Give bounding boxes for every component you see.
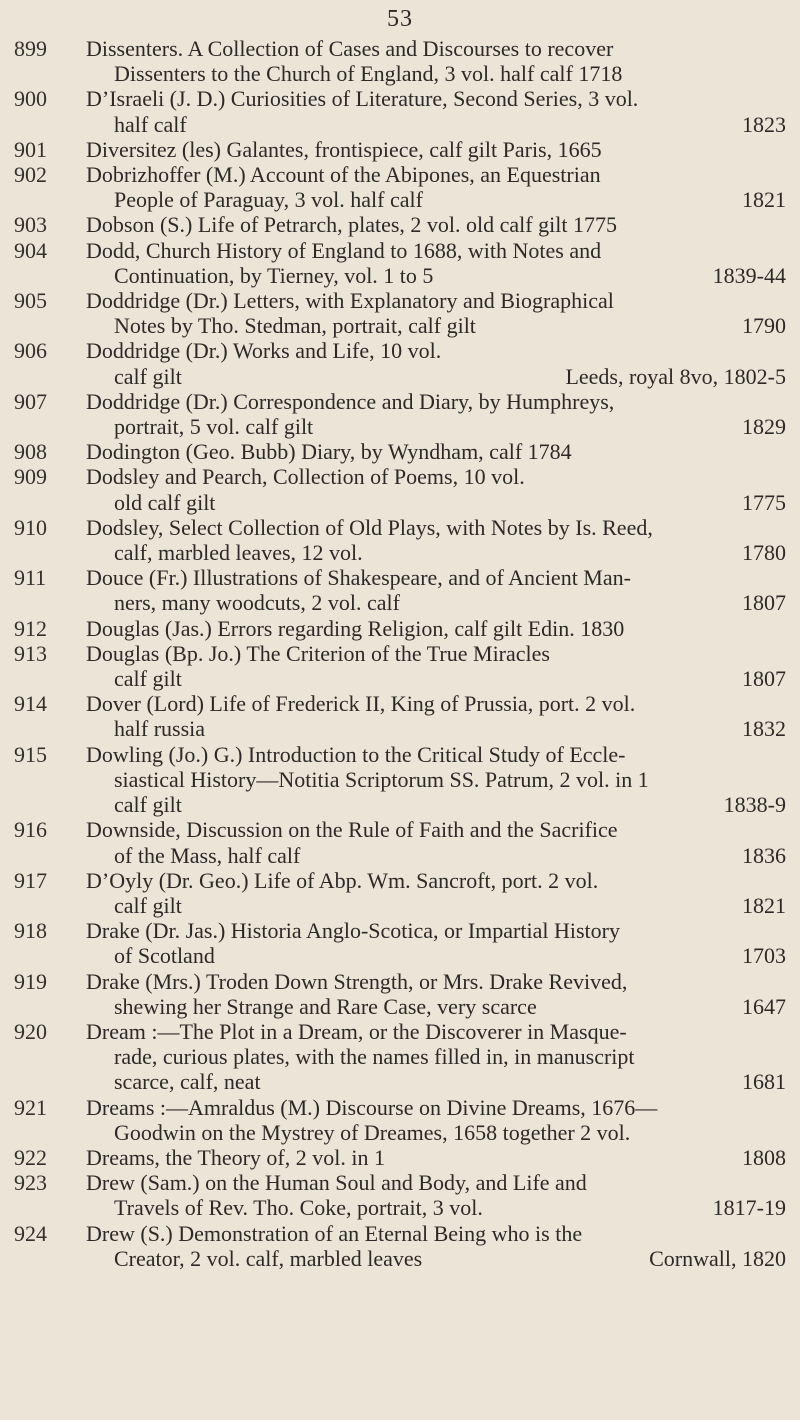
entry-line <box>86 414 786 439</box>
entry-line <box>86 843 786 868</box>
binding-text: calf gilt <box>114 792 182 818</box>
publication-date: 1780 <box>742 540 786 566</box>
entry-line: Doddridge (Dr.) Correspondence and Diary, by Humphreys, <box>86 388 615 414</box>
entry-line <box>86 1195 786 1220</box>
publication-date: Leeds, royal 8vo, 1802-5 <box>565 363 786 389</box>
entry-text <box>86 515 786 565</box>
lot-number: 924 <box>14 1220 47 1246</box>
entry-text <box>86 918 786 968</box>
catalogue-entry <box>0 137 800 162</box>
lot-number: 920 <box>14 1018 47 1044</box>
catalogue-entry <box>0 36 800 86</box>
publication-date: 1821 <box>742 187 786 213</box>
entry-line <box>86 893 786 918</box>
entry-line: Dobson (S.) Life of Petrarch, plates, 2 vol. old calf gilt 1775 <box>86 212 617 238</box>
entry-line: Drake (Mrs.) Troden Down Strength, or Mrs. Drake Revived, <box>86 968 628 994</box>
entry-line <box>86 1246 786 1271</box>
lot-number: 921 <box>14 1094 47 1120</box>
binding-text: calf gilt <box>114 892 182 918</box>
entry-line: Dissenters to the Church of England, 3 vol. half calf 1718 <box>114 61 623 87</box>
entry-line <box>86 666 786 691</box>
lot-number: 916 <box>14 817 47 843</box>
entry-text <box>86 464 786 514</box>
lot-number: 910 <box>14 514 47 540</box>
entry-line <box>86 263 786 288</box>
binding-text: calf gilt <box>114 363 182 389</box>
binding-text: Travels of Rev. Tho. Coke, portrait, 3 vol. <box>114 1195 483 1221</box>
entry-line: Dreams :—Amraldus (M.) Discourse on Divine Dreams, 1676— <box>86 1094 658 1120</box>
title-text: Dreams, the Theory of, 2 vol. in 1 <box>86 1144 385 1170</box>
entry-text <box>86 742 786 818</box>
entry-text <box>86 969 786 1019</box>
publication-date: 1775 <box>742 489 786 515</box>
entry-line: Doddridge (Dr.) Works and Life, 10 vol. <box>86 338 442 364</box>
entry-line <box>86 943 786 968</box>
entry-text <box>86 238 786 288</box>
entry-line: Dobrizhoffer (M.) Account of the Abipones, an Equestrian <box>86 162 601 188</box>
binding-text: ners, many woodcuts, 2 vol. calf <box>114 590 400 616</box>
catalogue-entry <box>0 868 800 918</box>
publication-date: 1703 <box>742 943 786 969</box>
entry-text <box>86 691 786 741</box>
entry-text <box>86 212 786 237</box>
lot-number: 907 <box>14 388 47 414</box>
binding-text: half calf <box>114 111 187 137</box>
entry-line: Dover (Lord) Life of Frederick II, King of Prussia, port. 2 vol. <box>86 691 636 717</box>
entry-line <box>86 112 786 137</box>
lot-number: 900 <box>14 86 47 112</box>
lot-number: 904 <box>14 237 47 263</box>
binding-text: Creator, 2 vol. calf, marbled leaves <box>114 1245 423 1271</box>
entry-line: Douce (Fr.) Illustrations of Shakespeare, and of Ancient Man- <box>86 565 631 591</box>
entry-line <box>86 364 786 389</box>
lot-number: 902 <box>14 162 47 188</box>
catalogue-entry <box>0 212 800 237</box>
entry-text <box>86 1221 786 1271</box>
lot-number: 908 <box>14 439 47 465</box>
binding-text: calf, marbled leaves, 12 vol. <box>114 540 363 566</box>
lot-number: 899 <box>14 36 47 61</box>
binding-text: of the Mass, half calf <box>114 842 301 868</box>
entry-text <box>86 389 786 439</box>
lot-number: 915 <box>14 741 47 767</box>
catalogue-entry <box>0 389 800 439</box>
catalogue-entry <box>0 1095 800 1145</box>
publication-date: 1838-9 <box>723 792 786 818</box>
publication-date: 1821 <box>742 892 786 918</box>
entry-line: Doddridge (Dr.) Letters, with Explanatory and Biographical <box>86 288 614 314</box>
lot-number: 918 <box>14 918 47 944</box>
entry-line: Douglas (Jas.) Errors regarding Religion, calf gilt Edin. 1830 <box>86 615 625 641</box>
catalogue-entry <box>0 1145 800 1170</box>
lot-number: 914 <box>14 691 47 717</box>
entry-line: siastical History—Notitia Scriptorum SS. Patrum, 2 vol. in 1 <box>114 766 649 792</box>
binding-text: Continuation, by Tierney, vol. 1 to 5 <box>114 262 434 288</box>
entry-text <box>86 616 786 641</box>
lot-number: 913 <box>14 640 47 666</box>
lot-number: 901 <box>14 136 47 162</box>
entry-line: Dodington (Geo. Bubb) Diary, by Wyndham, calf 1784 <box>86 439 572 465</box>
entry-text <box>86 565 786 615</box>
entry-line: Goodwin on the Mystrey of Dreames, 1658 together 2 vol. <box>114 1119 631 1145</box>
publication-date: 1681 <box>742 1069 786 1095</box>
publication-date: 1647 <box>742 993 786 1019</box>
entry-line <box>86 792 786 817</box>
entry-line: Drake (Dr. Jas.) Historia Anglo-Scotica, or Impartial History <box>86 918 620 944</box>
entry-line: Dream :—The Plot in a Dream, or the Discoverer in Masque- <box>86 1018 627 1044</box>
entry-text <box>86 338 786 388</box>
catalogue-entry <box>0 918 800 968</box>
entry-text <box>86 162 786 212</box>
catalogue-entry <box>0 817 800 867</box>
entry-text <box>86 1145 786 1170</box>
entry-line: Drew (Sam.) on the Human Soul and Body, and Life and <box>86 1170 587 1196</box>
catalogue-entry <box>0 515 800 565</box>
lot-number: 906 <box>14 338 47 364</box>
entry-line: Drew (S.) Demonstration of an Eternal Being who is the <box>86 1220 583 1246</box>
entry-text <box>86 36 786 86</box>
catalogue-entry <box>0 969 800 1019</box>
catalogue-entry <box>0 1221 800 1271</box>
entry-text <box>86 288 786 338</box>
publication-date: 1807 <box>742 590 786 616</box>
entry-text <box>86 86 786 136</box>
lot-number: 911 <box>14 565 47 591</box>
publication-date: 1829 <box>742 414 786 440</box>
entry-line <box>86 590 786 615</box>
catalogue-entry <box>0 1019 800 1095</box>
catalogue-entry <box>0 691 800 741</box>
catalogue-list <box>0 36 800 1271</box>
binding-text: calf gilt <box>114 666 182 692</box>
entry-line: Diversitez (les) Galantes, frontispiece, calf gilt Paris, 1665 <box>86 136 602 162</box>
catalogue-entry <box>0 742 800 818</box>
lot-number: 922 <box>14 1144 47 1170</box>
entry-line: Dodsley, Select Collection of Old Plays, with Notes by Is. Reed, <box>86 514 653 540</box>
entry-text <box>86 1019 786 1095</box>
catalogue-entry <box>0 1170 800 1220</box>
lot-number: 917 <box>14 867 47 893</box>
catalogue-entry <box>0 641 800 691</box>
entry-line <box>86 187 786 212</box>
lot-number: 923 <box>14 1170 47 1196</box>
publication-date: 1839-44 <box>712 262 786 288</box>
binding-text: Notes by Tho. Stedman, portrait, calf gilt <box>114 313 476 339</box>
entry-line <box>86 1145 786 1170</box>
entry-line: D’Oyly (Dr. Geo.) Life of Abp. Wm. Sancroft, port. 2 vol. <box>86 867 599 893</box>
publication-date: Cornwall, 1820 <box>649 1245 786 1271</box>
catalogue-entry <box>0 162 800 212</box>
entry-line <box>86 994 786 1019</box>
catalogue-entry <box>0 238 800 288</box>
entry-line: Douglas (Bp. Jo.) The Criterion of the True Miracles <box>86 640 550 666</box>
lot-number: 903 <box>14 212 47 238</box>
entry-line <box>86 1069 786 1094</box>
publication-date: 1832 <box>742 716 786 742</box>
entry-line: Dodsley and Pearch, Collection of Poems, 10 vol. <box>86 464 525 490</box>
entry-line <box>86 540 786 565</box>
entry-line <box>86 490 786 515</box>
binding-text: old calf gilt <box>114 489 216 515</box>
entry-text <box>86 1095 786 1145</box>
publication-date: 1808 <box>742 1144 786 1170</box>
catalogue-entry <box>0 439 800 464</box>
entry-line: Downside, Discussion on the Rule of Faith and the Sacrifice <box>86 817 618 843</box>
publication-date: 1817-19 <box>712 1195 786 1221</box>
publication-date: 1823 <box>742 111 786 137</box>
entry-text <box>86 868 786 918</box>
publication-date: 1836 <box>742 842 786 868</box>
entry-text <box>86 137 786 162</box>
publication-date: 1790 <box>742 313 786 339</box>
entry-text <box>86 1170 786 1220</box>
binding-text: scarce, calf, neat <box>114 1069 261 1095</box>
binding-text: People of Paraguay, 3 vol. half calf <box>114 187 423 213</box>
catalogue-entry <box>0 464 800 514</box>
entry-line <box>86 313 786 338</box>
publication-date: 1807 <box>742 666 786 692</box>
entry-text <box>86 439 786 464</box>
binding-text: half russia <box>114 716 206 742</box>
entry-line: Dissenters. A Collection of Cases and Discourses to recover <box>86 36 614 61</box>
catalogue-entry <box>0 86 800 136</box>
entry-line <box>86 716 786 741</box>
lot-number: 912 <box>14 615 47 641</box>
entry-line: D’Israeli (J. D.) Curiosities of Literature, Second Series, 3 vol. <box>86 86 639 112</box>
entry-line: Dowling (Jo.) G.) Introduction to the Critical Study of Eccle- <box>86 741 626 767</box>
entry-line: Dodd, Church History of England to 1688, with Notes and <box>86 237 602 263</box>
lot-number: 909 <box>14 464 47 490</box>
binding-text: portrait, 5 vol. calf gilt <box>114 414 314 440</box>
entry-line: rade, curious plates, with the names filled in, in manuscript <box>114 1044 635 1070</box>
page-number: 53 <box>387 6 413 32</box>
binding-text: of Scotland <box>114 943 215 969</box>
entry-text <box>86 817 786 867</box>
catalogue-entry <box>0 616 800 641</box>
catalogue-entry <box>0 288 800 338</box>
entry-text <box>86 641 786 691</box>
catalogue-entry <box>0 565 800 615</box>
catalogue-entry <box>0 338 800 388</box>
lot-number: 919 <box>14 968 47 994</box>
lot-number: 905 <box>14 288 47 314</box>
binding-text: shewing her Strange and Rare Case, very scarce <box>114 993 537 1019</box>
